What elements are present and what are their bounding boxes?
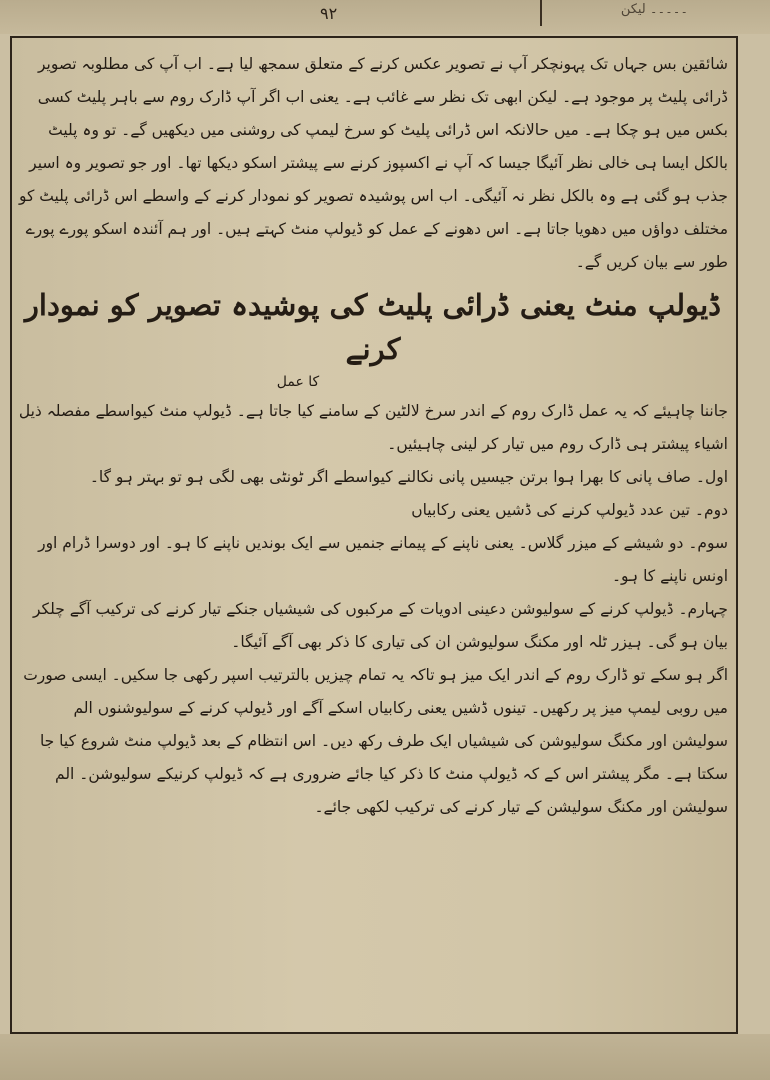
list-item-first: اول۔ صاف پانی کا بھرا ہوا برتن جیسیں پانی نکالنے کیواسطے اگر ٹونٹی بھی لگی ہو تو بہتر ہو گا۔ — [89, 468, 728, 486]
list-item-third: سوم۔ دو شیشے کے میزر گلاس۔ یعنی ناپنے کے پیمانے جنمیں سے ایک بوندیں ناپنے کا ہو۔ اور دوسرا ڈرام اور اونس ناپنے کا ہو۔ — [38, 534, 728, 585]
instructions-paragraph: جاننا چاہیئے کہ یہ عمل ڈارک روم کے اندر سرخ لالٹین کے سامنے کیا جاتا ہے۔ ڈیولپ منٹ کیواسطے مفصلہ ذیل اشیاء پیشتر ہی ڈارک روم میں تیار کر لینی چاہیئیں۔ — [18, 402, 728, 453]
header-text-fragment: ۔۔۔۔۔ لیکن — [620, 2, 688, 17]
page-number: ۹۲ — [320, 4, 338, 23]
bottom-margin — [0, 1034, 770, 1080]
header-divider — [540, 0, 542, 26]
page-body — [18, 48, 728, 824]
list-item-fourth: چہارم۔ ڈیولپ کرنے کے سولیوشن دعینی ادویات کے مرکبوں کی شیشیاں جنکے تیار کرنے کی ترکیب آگے چلکر بیان ہو گی۔ ہیزر ٹلہ اور مکنگ سولیوشن ان کی تیاری کا ذکر بھی آگے آئیگا۔ — [33, 600, 728, 651]
intro-paragraph: شائقین بس جہاں تک پہونچکر آپ نے تصویر عکس کرنے کے متعلق سمجھ لیا ہے۔ اب آپ کی مطلوبہ تصویر ڈرائی پلیٹ پر موجود ہے۔ لیکن ابھی تک نظر سے غائب ہے۔ یعنی اب اگر آپ ڈارک روم سے باہر پلیٹ کسی بکس میں ہو چکا ہے۔ میں حالانکہ اس ڈرائی پلیٹ کو سرخ لیمپ کی روشنی میں دیکھیں گے۔ تو وہ پلیٹ بالکل ایسا ہی خالی نظر آئیگا جیسا کہ آپ نے اکسپوز کرنے سے پیشتر اسکو دیکھا تھا۔ اور جو تصویر وہ اسیر جذب ہو گئی ہے وہ بالکل نظر نہ آئیگی۔ اب اس پوشیدہ تصویر کو نمودار کرنے کے واسطے اس ڈرائی پلیٹ کو مختلف دواؤں میں دھویا جاتا ہے۔ اس دھونے کے عمل کو ڈیولپ منٹ کہتے ہیں۔ اور ہم آئندہ اسکو پورے پورے طور سے بیان کریں گے۔ — [18, 55, 728, 271]
closing-paragraph: اگر ہو سکے تو ڈارک روم کے اندر ایک میز ہو تاکہ یہ تمام چیزیں بالترتیب اسپر رکھی جا سکیں۔ ایسی صورت میں روبی لیمپ میز پر رکھیں۔ تینوں ڈشیں یعنی رکابیاں اسکے آگے اور ڈیولپ کرنے کے سولیوشنوں الم سولیشن اور مکنگ سولیوشن کی شیشیاں ایک طرف رکھ دیں۔ اس انتظام کے بعد ڈیولپ منٹ شروع کیا جا سکتا ہے۔ مگر پیشتر اس کے کہ ڈیولپ منٹ کا ذکر کیا جائے ضروری ہے کہ ڈیولپ کرنیکے سولیوشن۔ الم سولیشن اور مکنگ سولیشن کے تیار کرنے کی ترکیب لکھی جائے۔ — [23, 666, 728, 816]
section-heading: ڈیولپ منٹ یعنی ڈرائی پلیٹ کی پوشیدہ تصویر کو نمودار کرنے — [24, 288, 722, 366]
section-subheading: کا عمل — [276, 374, 320, 390]
list-item-second: دوم۔ تین عدد ڈیولپ کرنے کی ڈشیں یعنی رکابیاں — [411, 501, 728, 519]
